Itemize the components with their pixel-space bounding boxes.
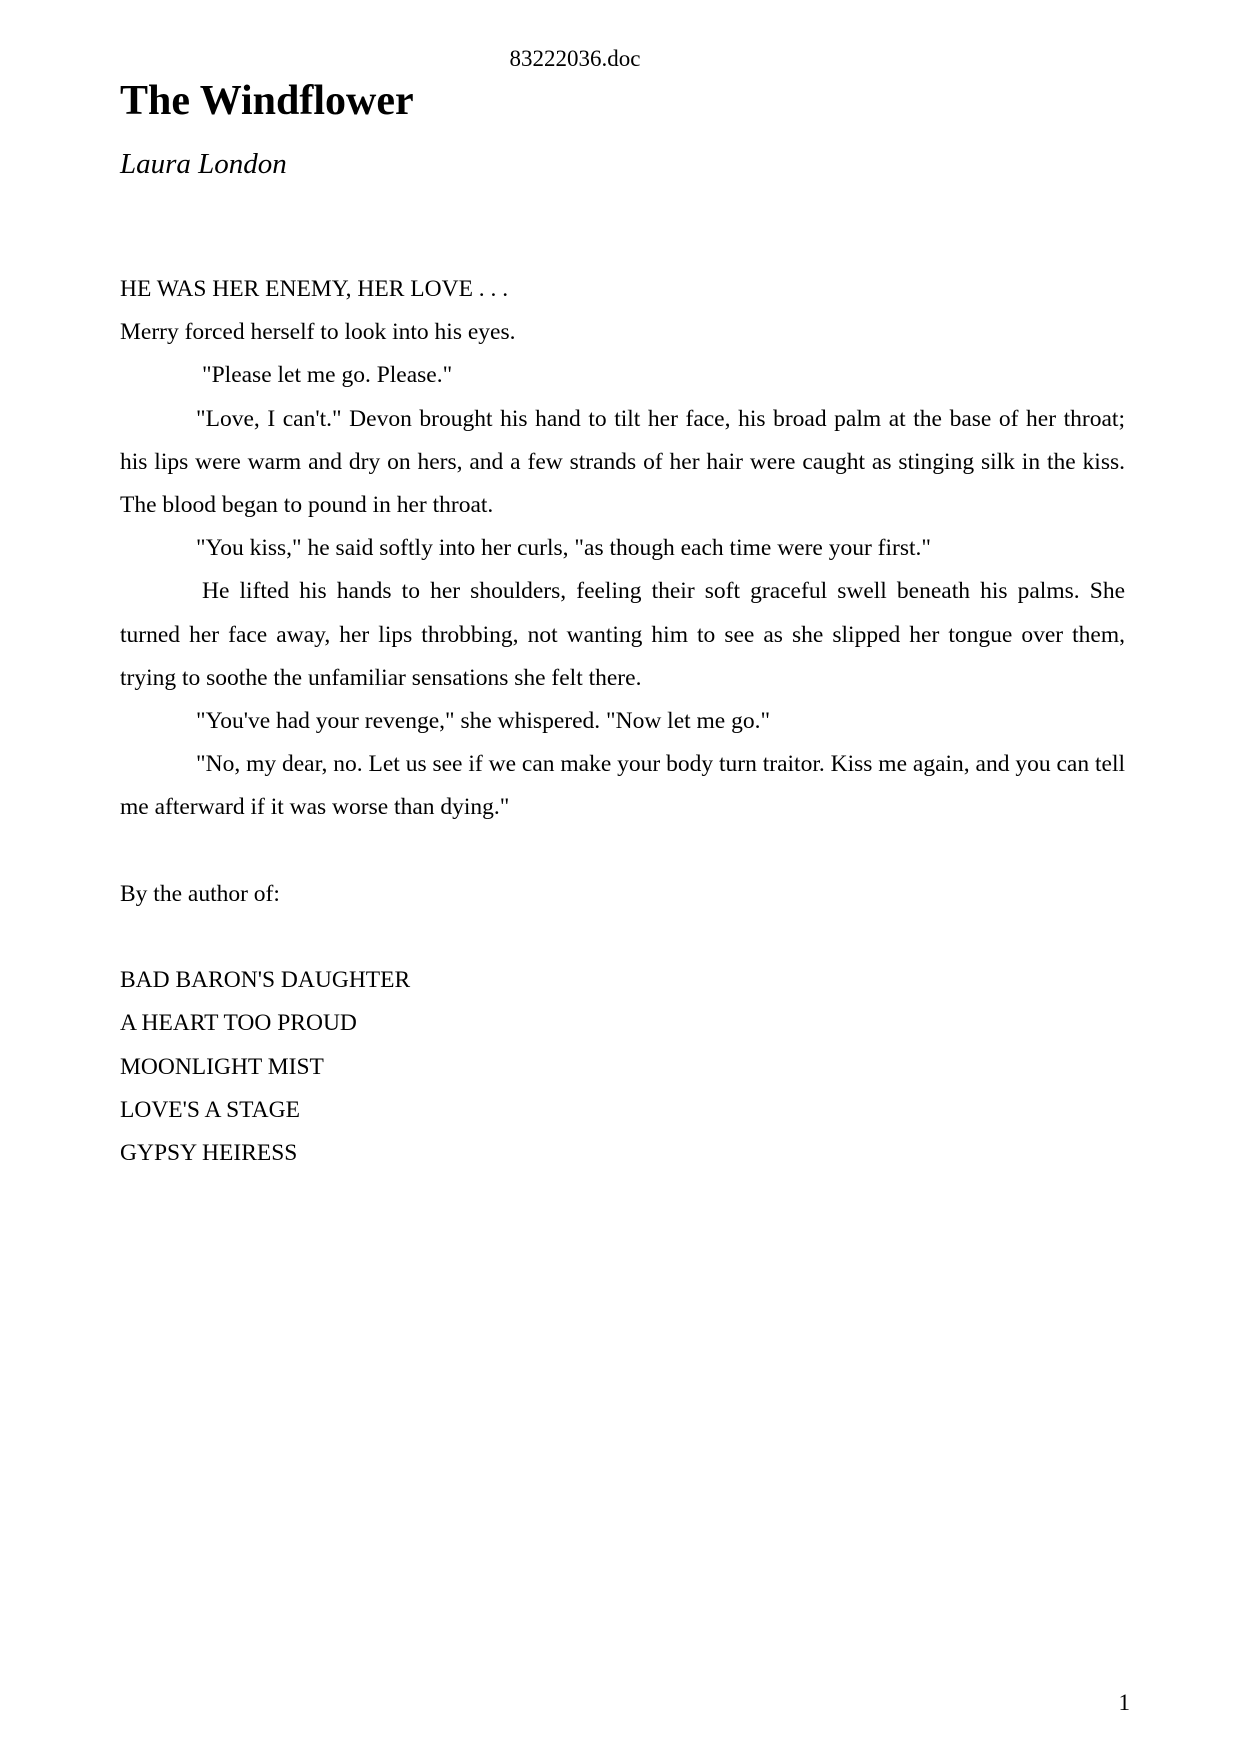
book-title: BAD BARON'S DAUGHTER (120, 967, 411, 994)
book-list (120, 959, 1125, 1175)
paragraph: He lifted his hands to her shoulders, feeling their soft graceful swell beneath his palms. She turned her face away, her lips throbbing, not wanting him to see as she slipped her tongue over them, trying to soothe the unfamiliar sensations she felt there. (120, 578, 1125, 691)
spacer (120, 916, 1125, 959)
paragraph: "No, my dear, no. Let us see if we can make your body turn traitor. Kiss me again, and you can tell me afterward if it was worse than dying." (120, 751, 1125, 821)
paragraph: "You kiss," he said softly into her curls, "as though each time were your first." (196, 535, 931, 562)
book-title: MOONLIGHT MIST (120, 1053, 324, 1080)
author-name: Laura London (120, 148, 287, 180)
header-filename: 83222036.doc (509, 46, 641, 71)
by-author-label: By the author of: (120, 880, 280, 907)
excerpt (120, 268, 1125, 1175)
document-body (120, 70, 1125, 1175)
spacer (120, 830, 1125, 873)
document-title: The Windflower (120, 78, 414, 124)
tagline: HE WAS HER ENEMY, HER LOVE . . . (120, 276, 509, 302)
page-number: 1 (1118, 1690, 1130, 1715)
paragraph: "You've had your revenge," she whispered. "Now let me go." (196, 708, 771, 735)
paragraph: "Please let me go. Please." (202, 362, 453, 389)
paragraph: "Love, I can't." Devon brought his hand to tilt her face, his broad palm at the base of her throat; his lips were warm and dry on hers, and a few strands of her hair were caught as stinging silk in the kiss. The blood began to pound in her throat. (120, 405, 1125, 519)
book-title: A HEART TOO PROUD (120, 1010, 357, 1037)
paragraph: Merry forced herself to look into his eyes. (120, 319, 516, 346)
book-title: GYPSY HEIRESS (120, 1140, 298, 1167)
book-title: LOVE'S A STAGE (120, 1096, 300, 1123)
